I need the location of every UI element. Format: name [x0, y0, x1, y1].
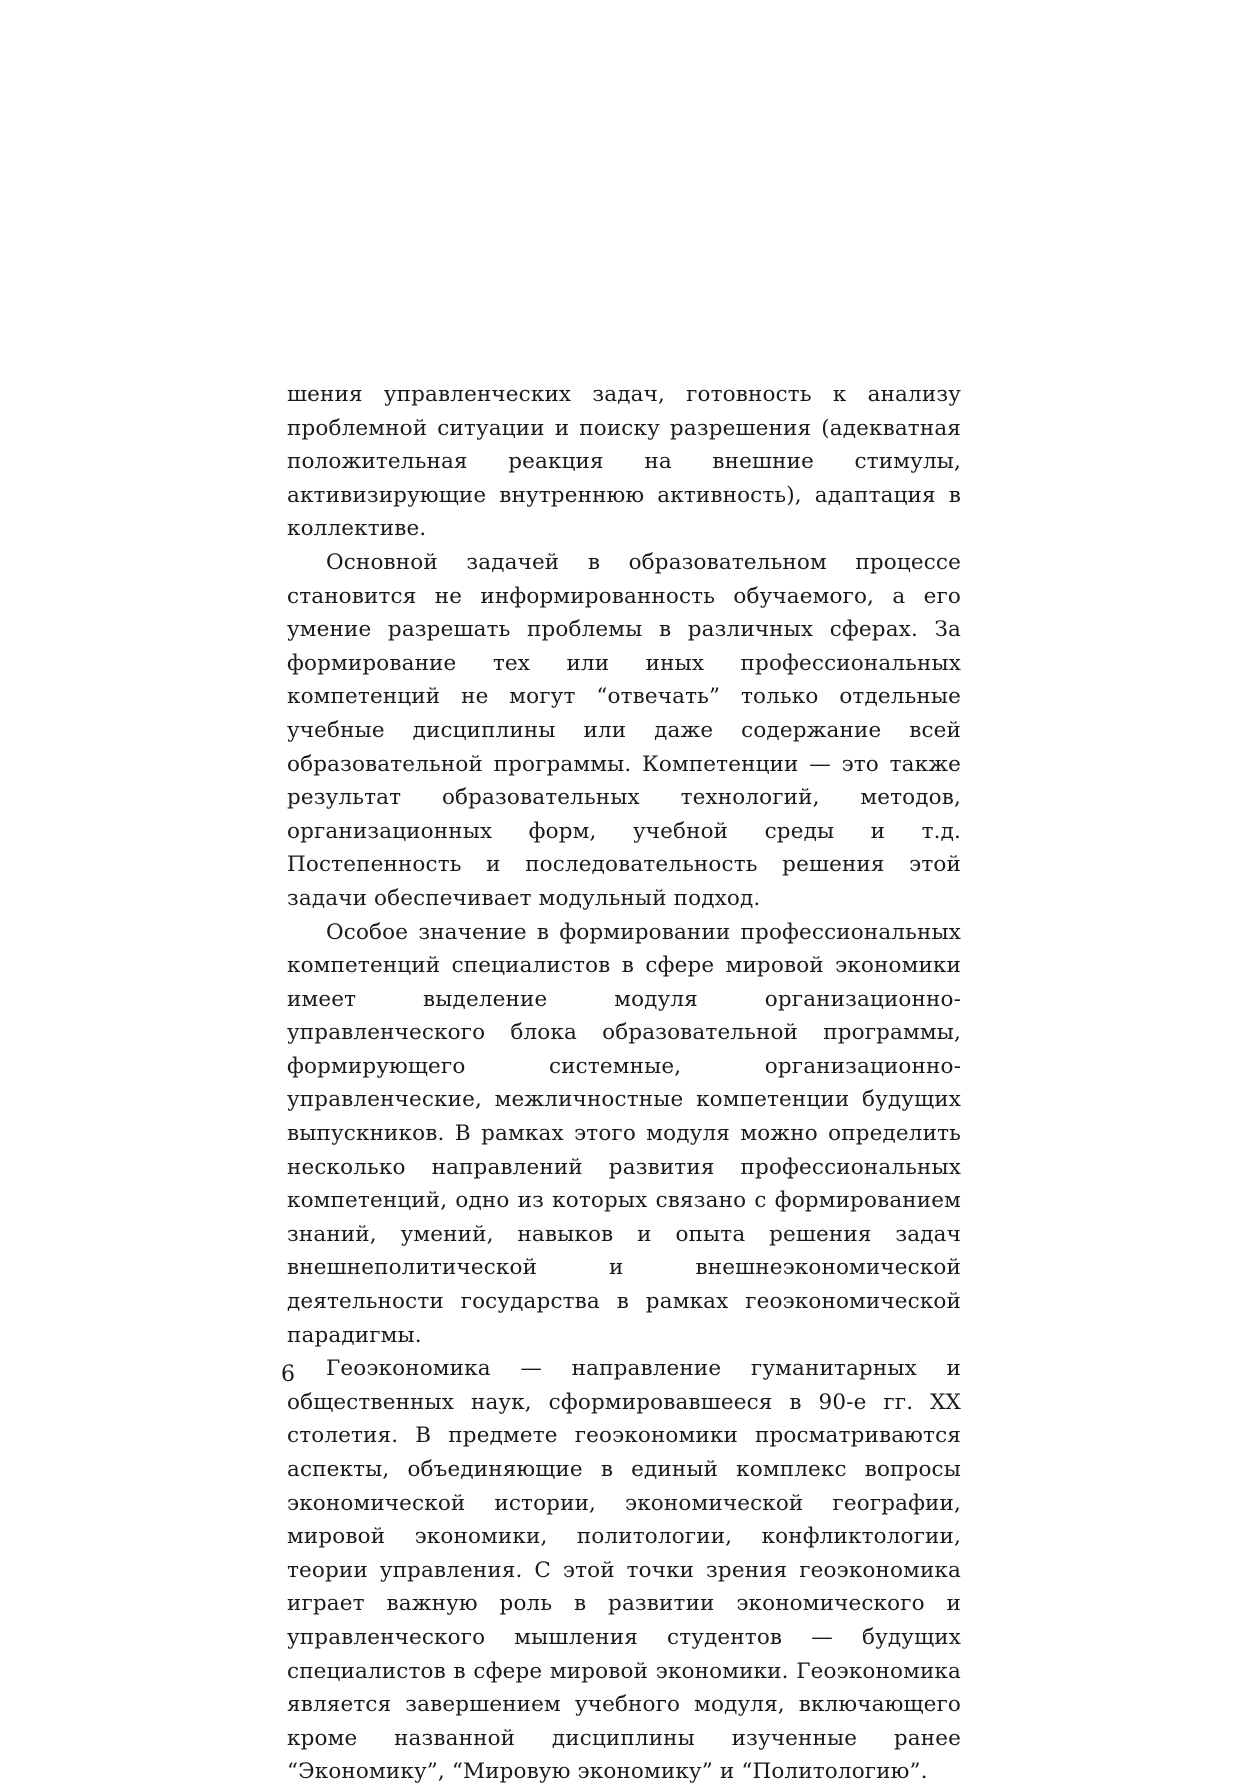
paragraph-main-task: Основной задачей в образовательном процессе становится не информированность обучаемого, а его умение разрешать проблемы в различных сферах. За формирование тех или иных профессиональных компетенций не могут “отвечать” только отдельные учебные дисциплины или даже содержание всей образовательной программы. Компетенции — это также результат образовательных технологий, методов, организационных форм, учебной среды и т.д. Постепенность и последовательность решения этой задачи обеспечивает модульный подход. — [287, 549, 961, 911]
body-text — [287, 378, 961, 1789]
page-number: 6 — [281, 1362, 295, 1387]
paragraph-continuation: шения управленческих задач, готовность к анализу проблемной ситуации и поиску разрешения (адекватная положительная реакция на внешние стимулы, активизирующие внутреннюю активность), адаптация в коллективе. — [287, 382, 961, 542]
paragraph-geoeconomics: Геоэкономика — направление гуманитарных и общественных наук, сформировавшееся в 90-е гг. XX столетия. В предмете геоэкономики просматриваются аспекты, объединяющие в единый комплекс вопросы экономической истории, экономической географии, мировой экономики, политологии, конфликтологии, теории управления. С этой точки зрения геоэкономика играет важную роль в развитии экономического и управленческого мышления студентов — будущих специалистов в сфере мировой экономики. Геоэкономика является завершением учебного модуля, включающего кроме названной дисциплины изученные ранее “Экономику”, “Мировую экономику” и “Политологию”. — [287, 1356, 961, 1785]
paragraph-special-significance: Особое значение в формировании профессиональных компетенций специалистов в сфере мировой экономики имеет выделение модуля организационно-управленческого блока образовательной программы, формирующего системные, организационно-управленческие, межличностные компетенции будущих выпускников. В рамках этого модуля можно определить несколько направлений развития профессиональных компетенций, одно из которых связано с формированием знаний, умений, навыков и опыта решения задач внешнеполитической и внешнеэкономической деятельности государства в рамках геоэкономической парадигмы. — [287, 919, 961, 1348]
